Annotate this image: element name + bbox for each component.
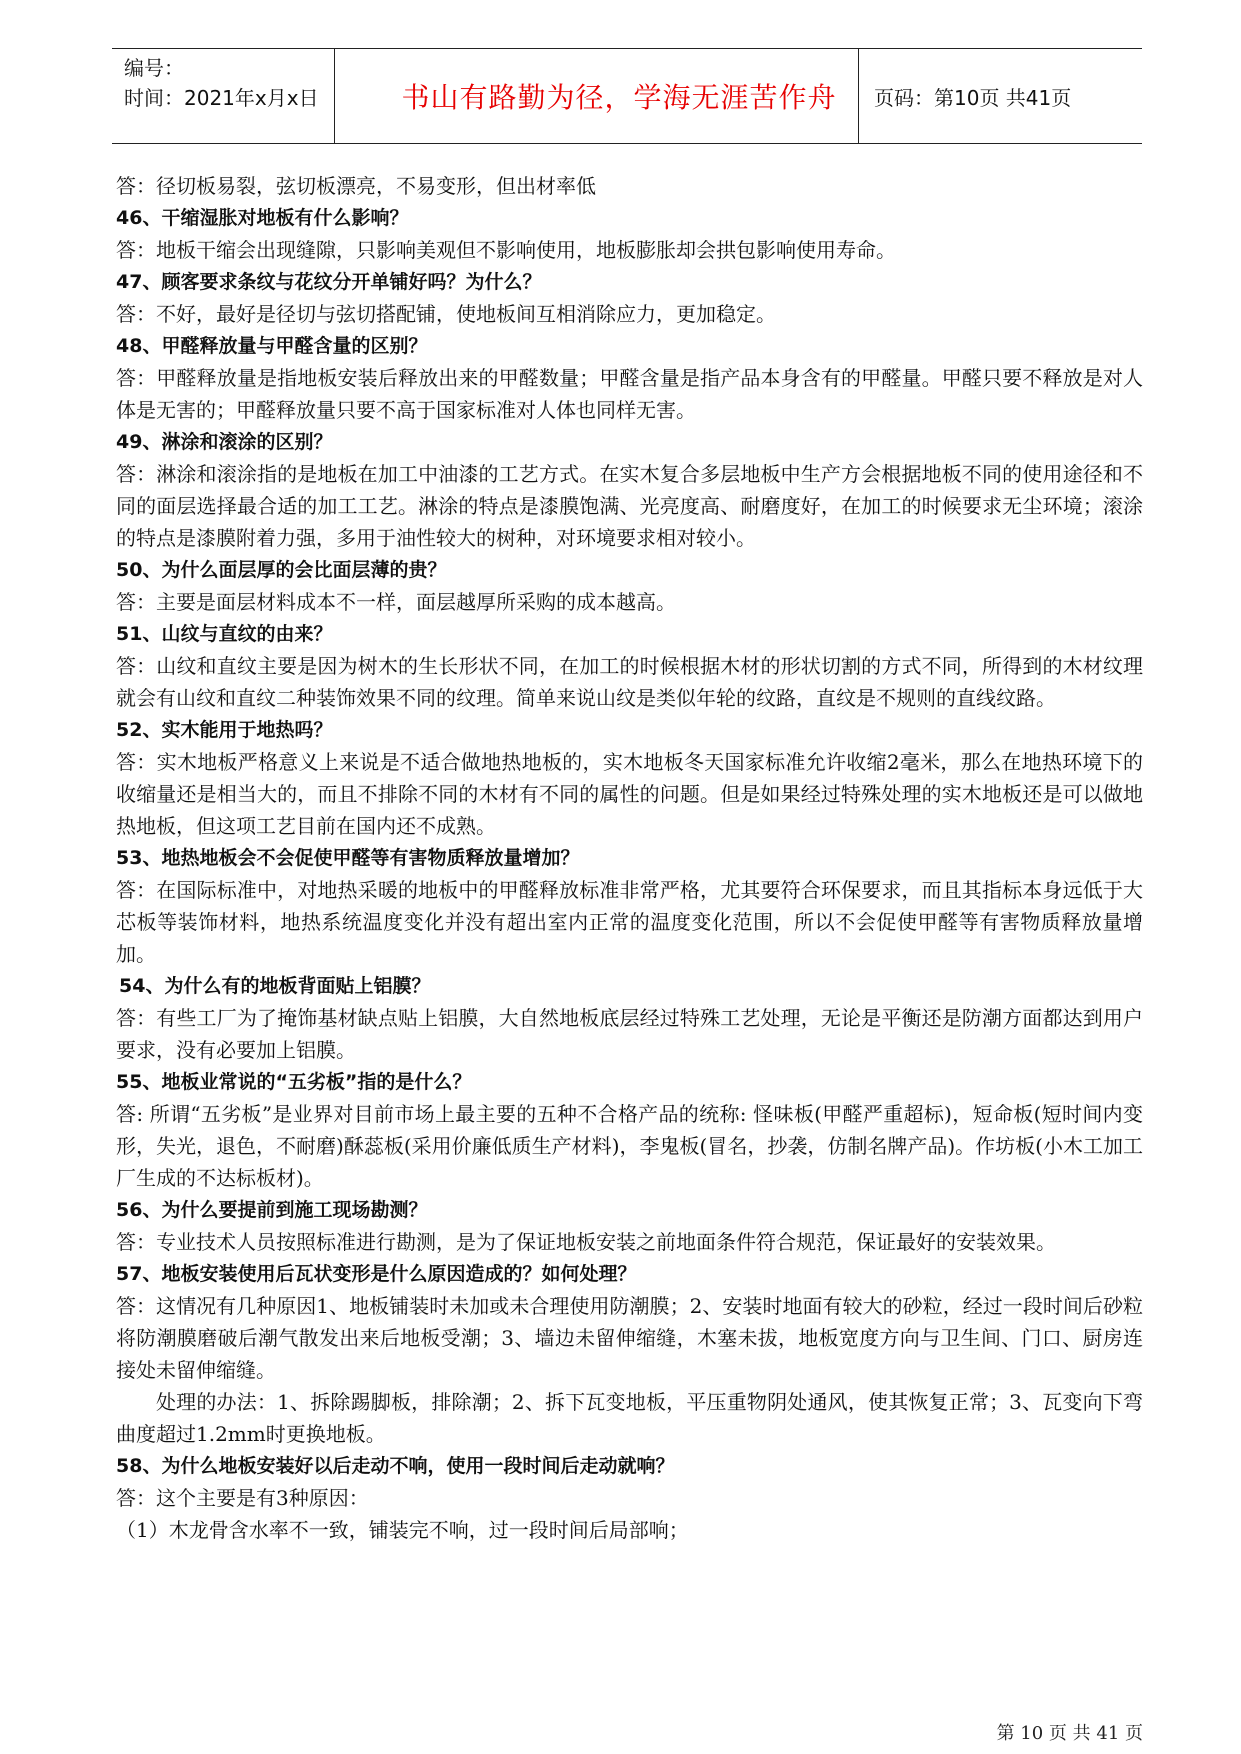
header-meta (124, 53, 364, 113)
header-divider-left (334, 49, 335, 143)
page-header (112, 48, 1142, 144)
answer-paragraph: 答：有些工厂为了掩饰基材缺点贴上铝膜，大自然地板底层经过特殊工艺处理，无论是平衡还是防潮方面都达到用户要求，没有必要加上铝膜。 (116, 1006, 1143, 1062)
header-divider-right (858, 49, 859, 143)
page-footer: 第 10 页 共 41 页 (996, 1723, 1143, 1744)
answer-paragraph: 答：实木地板严格意义上来说是不适合做地热地板的，实木地板冬天国家标准允许收缩2毫米，那么在地热环境下的收缩量还是相当大的，而且不排除不同的木材有不同的属性的问题。但是如果经过特殊处理的实木地板还是可以做地热地板，但这项工艺目前在国内还不成熟。 (116, 750, 1143, 838)
answer-paragraph: 答：甲醛释放量是指地板安装后释放出来的甲醛数量；甲醛含量是指产品本身含有的甲醛量。甲醛只要不释放是对人体是无害的；甲醛释放量只要不高于国家标准对人体也同样无害。 (116, 366, 1143, 422)
answer-paragraph: （1）木龙骨含水率不一致，铺装完不响，过一段时间后局部响； (116, 1518, 689, 1542)
question-heading: 49、淋涂和滚涂的区别？ (116, 431, 333, 453)
answer-paragraph: 答：主要是面层材料成本不一样，面层越厚所采购的成本越高。 (116, 590, 676, 614)
question-heading: 47、顾客要求条纹与花纹分开单铺好吗？为什么？ (116, 271, 542, 293)
question-heading: 50、为什么面层厚的会比面层薄的贵？ (116, 559, 447, 581)
answer-paragraph: 答：这个主要是有3种原因： (116, 1486, 369, 1510)
question-heading: 52、实木能用于地热吗？ (116, 719, 333, 741)
answer-paragraph: 处理的办法：1、拆除踢脚板，排除潮；2、拆下瓦变地板，平压重物阴处通风，使其恢复正常；3、瓦变向下弯曲度超过1.2mm时更换地板。 (116, 1390, 1143, 1446)
question-heading: 54、为什么有的地板背面贴上铝膜？ (119, 975, 431, 997)
document-body (116, 170, 1143, 1546)
serial-number-label: 编号： (124, 56, 184, 80)
answer-paragraph: 答：径切板易裂，弦切板漂亮，不易变形，但出材率低 (116, 174, 596, 198)
header-motto: 书山有路勤为径，学海无涯苦作舟 (401, 81, 837, 114)
answer-paragraph: 答：在国际标准中，对地热采暖的地板中的甲醛释放标准非常严格，尤其要符合环保要求，而且其指标本身远低于大芯板等装饰材料，地热系统温度变化并没有超出室内正常的温度变化范围，所以不会促使甲醛等有害物质释放量增加。 (116, 878, 1143, 966)
question-heading: 56、为什么要提前到施工现场勘测？ (116, 1199, 428, 1221)
answer-paragraph: 答：淋涂和滚涂指的是地板在加工中油漆的工艺方式。在实木复合多层地板中生产方会根据地板不同的使用途径和不同的面层选择最合适的加工工艺。淋涂的特点是漆膜饱满、光亮度高、耐磨度好，在加工的时候要求无尘环境；滚涂的特点是漆膜附着力强，多用于油性较大的树种，对环境要求相对较小。 (116, 462, 1143, 550)
answer-paragraph: 答：专业技术人员按照标准进行勘测，是为了保证地板安装之前地面条件符合规范，保证最好的安装效果。 (116, 1230, 1056, 1254)
answer-paragraph: 答：这情况有几种原因1、地板铺装时未加或未合理使用防潮膜；2、安装时地面有较大的砂粒，经过一段时间后砂粒将防潮膜磨破后潮气散发出来后地板受潮；3、墙边未留伸缩缝，木塞未拔，地板宽度方向与卫生间、门口、厨房连接处未留伸缩缝。 (116, 1294, 1143, 1382)
question-heading: 51、山纹与直纹的由来？ (116, 623, 333, 645)
question-heading: 57、地板安装使用后瓦状变形是什么原因造成的？如何处理？ (116, 1263, 637, 1285)
answer-paragraph: 答：地板干缩会出现缝隙，只影响美观但不影响使用，地板膨胀却会拱包影响使用寿命。 (116, 238, 896, 262)
answer-paragraph: 答: 所谓“五劣板”是业界对目前市场上最主要的五种不合格产品的统称: 怪味板(甲醛严重超标)，短命板(短时间内变形，失光，退色，不耐磨)酥蕊板(采用价廉低质生产材料)，李鬼板(冒名，抄袭，仿制名牌产品)。作坊板(小木工加工厂生成的不达标板材)。 (116, 1102, 1143, 1190)
question-heading: 53、地热地板会不会促使甲醛等有害物质释放量增加？ (116, 847, 580, 869)
question-heading: 58、为什么地板安装好以后走动不响，使用一段时间后走动就响？ (116, 1455, 675, 1477)
question-heading: 46、干缩湿胀对地板有什么影响？ (116, 207, 409, 229)
answer-paragraph: 答：山纹和直纹主要是因为树木的生长形状不同，在加工的时候根据木材的形状切割的方式不同，所得到的木材纹理就会有山纹和直纹二种装饰效果不同的纹理。简单来说山纹是类似年轮的纹路，直纹是不规则的直线纹路。 (116, 654, 1143, 710)
time-label: 时间：2021年x月x日 (124, 86, 319, 110)
answer-paragraph: 答：不好，最好是径切与弦切搭配铺，使地板间互相消除应力，更加稳定。 (116, 302, 776, 326)
question-heading: 48、甲醛释放量与甲醛含量的区别？ (116, 335, 428, 357)
question-heading: 55、地板业常说的“五劣板”指的是什么？ (116, 1071, 472, 1093)
header-page-number: 页码：第10页 共41页 (874, 85, 1072, 110)
